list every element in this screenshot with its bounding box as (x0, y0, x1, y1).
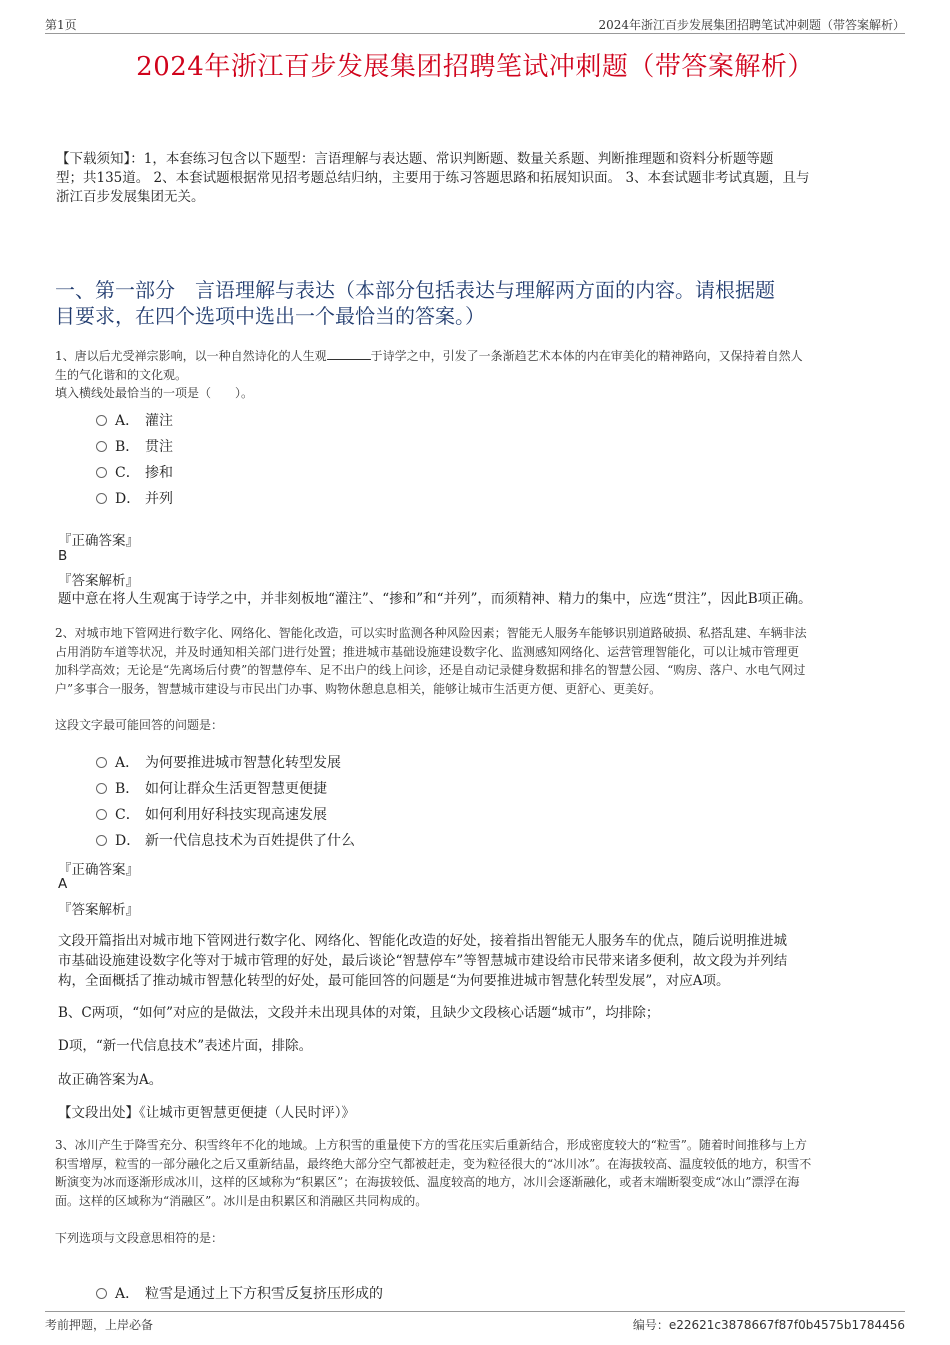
correct-answer: A (58, 876, 68, 892)
question-3 (55, 1136, 905, 1210)
question-3-text: 3、冰川产生于降雪充分、积雪终年不化的地域。上方积雪的重量使下方的雪花压实后重新结合，形成密度较大的“粒雪”。随着时间推移与上方 (55, 1138, 807, 1152)
notice-line: 型；共135道。 2、本套试题根据常见招考题总结归纳，主要用于练习答题思路和拓展知识面。 3、本套试题非考试真题，且与 (56, 170, 810, 186)
question-1-text: 生的气化谐和的文化观。 (55, 367, 188, 382)
download-notice (56, 150, 906, 207)
analysis-line: 市基础设施建设数字化等对于城市管理的好处，最后谈论“智慧停车”等智慧城市建设给市民带来诸多便利，故文段为并列结 (58, 953, 788, 969)
analysis-label: 『答案解析』 (58, 573, 139, 589)
header-doc-title: 2024年浙江百步发展集团招聘笔试冲刺题（带答案解析） (598, 18, 905, 32)
analysis-line: 文段开篇指出对城市地下管网进行数字化、网络化、智能化改造的好处，接着指出智能无人服务车的优点，随后说明推进城 (58, 933, 787, 949)
section-heading-line: 目要求，在四个选项中选出一个最恰当的答案。） (55, 304, 485, 328)
analysis-bc: B、C两项，“如何”对应的是做法，文段并未出现具体的对策，且缺少文段核心话题“城市”，均排除； (58, 1005, 660, 1021)
answer-label: 『正确答案』 (58, 862, 139, 878)
radio-icon[interactable] (96, 467, 107, 478)
question-3-options (96, 1283, 383, 1303)
radio-icon[interactable] (96, 783, 107, 794)
question-2-text: 占用消防车道等状况，并及时通知相关部门进行处置；推进城市基础设施建设数字化、监测感知网络化、运营管理智能化，可以让城市管理更 (55, 644, 800, 659)
footer-code-value: e22621c3878667f87f0b4575b1784456 (668, 1318, 905, 1332)
radio-icon[interactable] (96, 757, 107, 768)
question-2-text: 加科学高效；无论是“先离场后付费”的智慧停车、足不出户的线上问诊，还是自动记录健身数据和排名的智慧公园、“购房、落户、水电气网过 (55, 663, 806, 677)
analysis-line: 构，全面概括了推动城市智慧化转型的好处，最可能回答的问题是“为何要推进城市智慧化转型发展”，对应A项。 (58, 973, 730, 989)
option-b[interactable]: B． 如何让群众生活更智慧更便捷 (96, 778, 355, 798)
radio-icon[interactable] (96, 835, 107, 846)
option-d[interactable]: D． 并列 (96, 488, 173, 508)
question-2-text: 户”多事合一服务，智慧城市建设与市民出门办事、购物休憩息息相关，能够让城市生活更方便、更舒心、更美好。 (55, 681, 662, 696)
radio-icon[interactable] (96, 1288, 107, 1299)
radio-icon[interactable] (96, 415, 107, 426)
option-a[interactable]: A． 为何要推进城市智慧化转型发展 (96, 752, 355, 772)
radio-icon[interactable] (96, 493, 107, 504)
analysis-label: 『答案解析』 (58, 902, 139, 918)
question-3-text: 断演变为冰而逐渐形成冰川，这样的区域称为“积累区”；在海拔较低、温度较高的地方，冰川会逐渐融化，或者末端断裂变成“冰山”漂浮在海 (55, 1175, 800, 1189)
header-divider (45, 33, 905, 34)
notice-line: 浙江百步发展集团无关。 (56, 189, 205, 205)
radio-icon[interactable] (96, 441, 107, 452)
footer-slogan: 考前押题，上岸必备 (45, 1318, 154, 1332)
fill-blank (327, 347, 371, 360)
option-a[interactable]: A． 灌注 (96, 410, 173, 430)
notice-line: 【下载须知】：1，本套练习包含以下题型：言语理解与表达题、常识判断题、数量关系题、判断推理题和资料分析题等题 (56, 151, 774, 167)
option-b[interactable]: B． 贯注 (96, 436, 173, 456)
analysis-d: D项，“新一代信息技术”表述片面，排除。 (58, 1038, 313, 1054)
page-number: 第1页 (45, 18, 77, 32)
answer-label: 『正确答案』 (58, 533, 139, 549)
section-heading (55, 277, 915, 329)
question-3-prompt: 下列选项与文段意思相符的是： (55, 1231, 224, 1245)
option-a[interactable]: A． 粒雪是通过上下方积雪反复挤压形成的 (96, 1283, 383, 1303)
question-2-prompt: 这段文字最可能回答的问题是： (55, 718, 224, 732)
question-2-options (96, 752, 355, 850)
source-citation: 【文段出处】《让城市更智慧更便捷（人民时评）》 (58, 1105, 355, 1121)
question-1-prompt: 填入横线处最恰当的一项是（ ）。 (55, 386, 254, 400)
section-heading-line: 一、第一部分 言语理解与表达（本部分包括表达与理解两方面的内容。请根据题 (55, 278, 775, 302)
question-1-text: 1、唐以后尤受禅宗影响，以一种自然诗化的人生观 (55, 349, 327, 363)
footer-code-label: 编号： (632, 1318, 669, 1332)
footer-code (633, 1316, 905, 1333)
option-d[interactable]: D． 新一代信息技术为百姓提供了什么 (96, 830, 355, 850)
analysis-text (58, 931, 908, 991)
option-c[interactable]: C． 如何利用好科技实现高速发展 (96, 804, 355, 824)
option-c[interactable]: C． 掺和 (96, 462, 173, 482)
question-2 (55, 624, 905, 698)
question-1-options (96, 410, 173, 508)
footer-divider (45, 1311, 905, 1312)
page-title: 2024年浙江百步发展集团招聘笔试冲刺题（带答案解析） (136, 52, 814, 82)
correct-answer: B (58, 548, 68, 564)
question-2-text: 2、对城市地下管网进行数字化、网络化、智能化改造，可以实时监测各种风险因素；智能无人服务车能够识别道路破损、私搭乱建、车辆非法 (55, 626, 807, 640)
question-3-text: 积雪增厚，粒雪的一部分融化之后又重新结晶，最终绝大部分空气都被赶走，变为粒径很大的“冰川冰”。在海拔较高、温度较低的地方，积雪不 (55, 1156, 812, 1171)
question-1-text: 于诗学之中，引发了一条渐趋艺术本体的内在审美化的精神路向，又保持着自然人 (370, 349, 803, 363)
analysis-text: 题中意在将人生观寓于诗学之中，并非刻板地“灌注”、“掺和”和“并列”，而须精神、精力的集中，应选“贯注”，因此B项正确。 (58, 591, 812, 607)
radio-icon[interactable] (96, 809, 107, 820)
question-1 (55, 347, 905, 403)
question-3-text: 面。这样的区域称为“消融区”。冰川是由积累区和消融区共同构成的。 (55, 1193, 428, 1208)
analysis-conclusion: 故正确答案为A。 (58, 1072, 163, 1088)
